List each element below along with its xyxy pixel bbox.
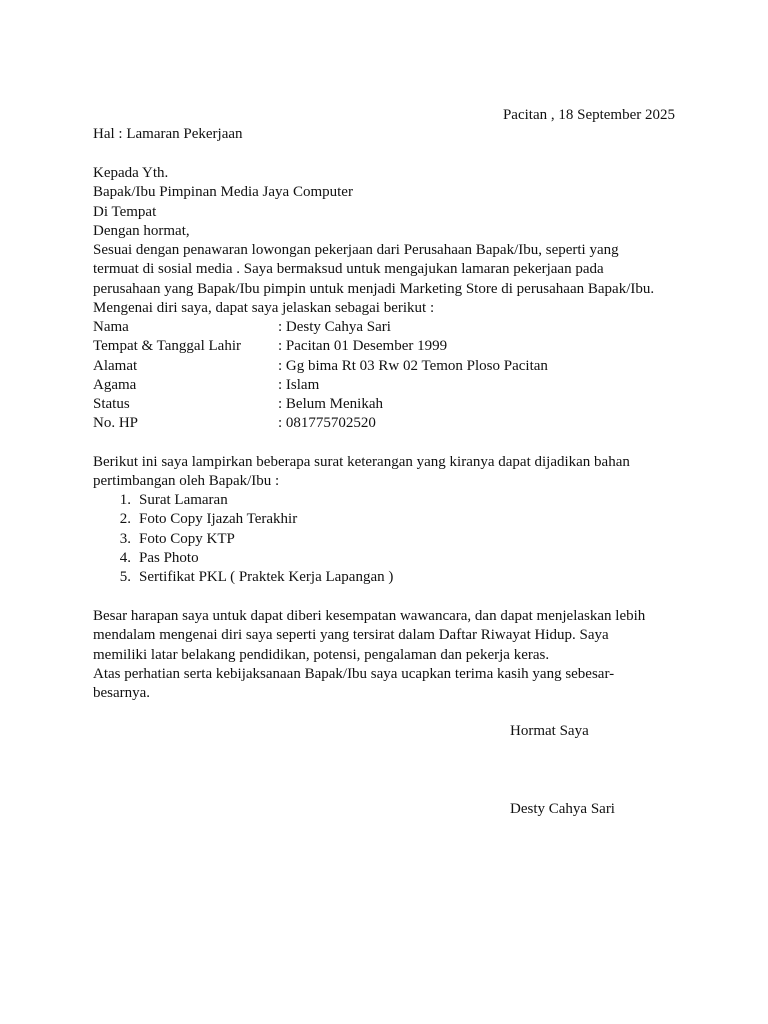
recipient-line: Bapak/Ibu Pimpinan Media Jaya Computer <box>93 184 353 201</box>
paragraph-line: Atas perhatian serta kebijaksanaan Bapak/Ibu saya ucapkan terima kasih yang sebesar- <box>93 665 615 682</box>
paragraph-line: Besar harapan saya untuk dapat diberi kesempatan wawancara, dan dapat menjelaskan lebih <box>93 608 646 624</box>
list-number: 3. <box>119 530 131 547</box>
list-item <box>93 510 393 529</box>
list-text: Foto Copy Ijazah Terakhir <box>139 511 298 528</box>
list-number: 1. <box>119 492 131 508</box>
info-value: : Desty Cahya Sari <box>278 319 391 335</box>
info-label: Alamat <box>93 357 138 374</box>
list-number: 2. <box>119 511 131 528</box>
info-label: Status <box>93 396 130 413</box>
paragraph-line: besarnya. <box>93 685 151 702</box>
info-value: : Gg bima Rt 03 Rw 02 Temon Ploso Pacitan <box>278 357 548 374</box>
greeting-line: Dengan hormat, <box>93 222 190 239</box>
list-text: Pas Photo <box>139 549 199 566</box>
attachments-intro <box>93 453 630 492</box>
info-row <box>93 318 548 337</box>
info-value: : Pacitan 01 Desember 1999 <box>278 338 448 355</box>
signer-name: Desty Cahya Sari <box>510 801 615 817</box>
paragraph-line: termuat di sosial media . Saya bermaksud untuk mengajukan lamaran pekerjaan pada <box>93 261 604 278</box>
info-label: No. HP <box>93 415 139 432</box>
personal-info-table <box>93 318 548 434</box>
letter-date: Pacitan , 18 September 2025 <box>502 107 675 123</box>
info-label: Agama <box>93 376 137 393</box>
list-item <box>93 491 393 510</box>
paragraph-line: memiliki latar belakang pendidikan, potensi, pengalaman dan pekerja keras. <box>93 646 550 663</box>
paragraph-line: pertimbangan oleh Bapak/Ibu : <box>93 473 280 490</box>
closing-paragraph <box>93 607 645 703</box>
paragraph-line: mendalam mengenai diri saya seperti yang tersirat dalam Daftar Riwayat Hidup. Saya <box>93 627 609 644</box>
recipient-line: Kepada Yth. <box>93 165 169 181</box>
list-item <box>93 568 393 587</box>
info-label: Nama <box>93 319 129 335</box>
info-label: Tempat & Tanggal Lahir <box>93 338 241 355</box>
info-value: : 081775702520 <box>278 415 376 432</box>
info-value: : Islam <box>278 376 320 393</box>
recipient-block <box>93 164 353 241</box>
paragraph-line: Sesuai dengan penawaran lowongan pekerjaan dari Perusahaan Bapak/Ibu, seperti yang <box>93 242 619 258</box>
letter-subject: Hal : Lamaran Pekerjaan <box>93 126 243 142</box>
paragraph-line: Mengenai diri saya, dapat saya jelaskan sebagai berikut : <box>93 299 435 316</box>
list-text: Sertifikat PKL ( Praktek Kerja Lapangan ) <box>139 569 394 586</box>
info-row <box>93 395 548 414</box>
paragraph-line: Berikut ini saya lampirkan beberapa surat keterangan yang kiranya dapat dijadikan bahan <box>93 454 630 470</box>
recipient-line: Di Tempat <box>93 203 157 220</box>
list-text: Surat Lamaran <box>139 492 228 508</box>
info-row <box>93 337 548 356</box>
info-row <box>93 414 548 433</box>
paragraph-line: perusahaan yang Bapak/Ibu pimpin untuk menjadi Marketing Store di perusahaan Bapak/Ibu. <box>93 280 655 297</box>
list-number: 4. <box>119 549 131 566</box>
list-text: Foto Copy KTP <box>139 530 235 547</box>
list-item <box>93 530 393 549</box>
info-row <box>93 357 548 376</box>
salutation: Hormat Saya <box>510 723 589 739</box>
list-number: 5. <box>119 569 131 586</box>
attachments-list <box>93 491 393 587</box>
info-value: : Belum Menikah <box>278 396 383 413</box>
info-row <box>93 376 548 395</box>
list-item <box>93 549 393 568</box>
opening-paragraph <box>93 241 654 318</box>
